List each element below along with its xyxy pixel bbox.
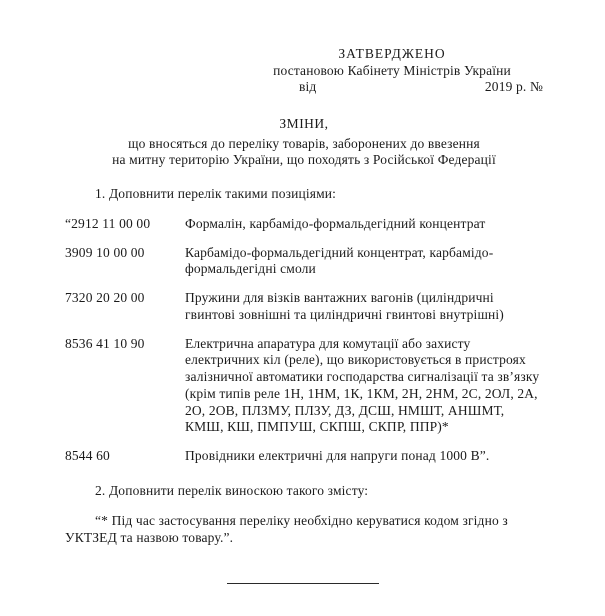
approval-from-label: від [299, 79, 317, 95]
tariff-description: Пружини для візків вантажних вагонів (циліндричні гвинтові зовнішні та циліндричні гвинтові внутрішні) [185, 290, 504, 322]
tariff-entry [65, 336, 543, 436]
approval-block [241, 46, 543, 96]
tariff-code: 8544 60 [65, 448, 110, 464]
tariff-code: 7320 20 20 00 [65, 290, 145, 306]
tariff-entry [65, 216, 543, 233]
tariff-code: 3909 10 00 00 [65, 244, 145, 260]
approval-year-number: 2019 р. № [484, 79, 543, 95]
tariff-description: Карбамідо-формальдегідний концентрат, карбамідо-формальдегідні смоли [185, 244, 494, 277]
approval-authority: постановою Кабінету Міністрів України [273, 63, 511, 79]
tariff-entry [65, 290, 543, 323]
paragraph-2: 2. Доповнити перелік виноскою такого змісту: [95, 482, 369, 498]
tariff-code: “2912 11 00 00 [65, 216, 151, 231]
approval-title: ЗАТВЕРДЖЕНО [338, 46, 446, 61]
document-subtitle-line-1: що вносяться до переліку товарів, заборонених до ввезення [128, 135, 480, 151]
tariff-entry [65, 448, 543, 465]
document-title: ЗМІНИ, [279, 115, 329, 131]
tariff-description: Формалін, карбамідо-формальдегідний концентрат [185, 216, 486, 231]
tariff-description: Електрична апаратура для комутації або захисту електричних кіл (реле), що використовується в пристроях залізничної автоматики господарства сигналізації та зв’язку (крім типів реле 1Н, 1НМ, 1К, 1КМ, 2Н, 2НМ, 2С, 2ОЛ, 2А, 2О, 2ОВ, ПЛЗМУ, ПЛЗУ, ДЗ, ДСШ, НМШТ, АНШМТ, КМШ, КШ, ПМПУШ, СКПШ, СКПР, ППР)* [185, 335, 540, 435]
bottom-divider-line [227, 583, 379, 584]
tariff-description: Провідники електричні для напруги понад 1000 В”. [185, 448, 490, 464]
tariff-code: 8536 41 10 90 [65, 335, 145, 351]
tariff-entries-list [65, 216, 543, 465]
tariff-entry [65, 245, 543, 278]
paragraph-1: 1. Доповнити перелік такими позиціями: [95, 186, 337, 202]
document-heading [65, 116, 543, 169]
approval-date-line [241, 79, 543, 95]
document-subtitle-line-2: на митну територію України, що походять з Російської Федерації [112, 151, 496, 167]
footnote-text: “* Під час застосування переліку необхідно керуватися кодом згідно з УКТЗЕД та назвою товару.”. [65, 512, 508, 546]
